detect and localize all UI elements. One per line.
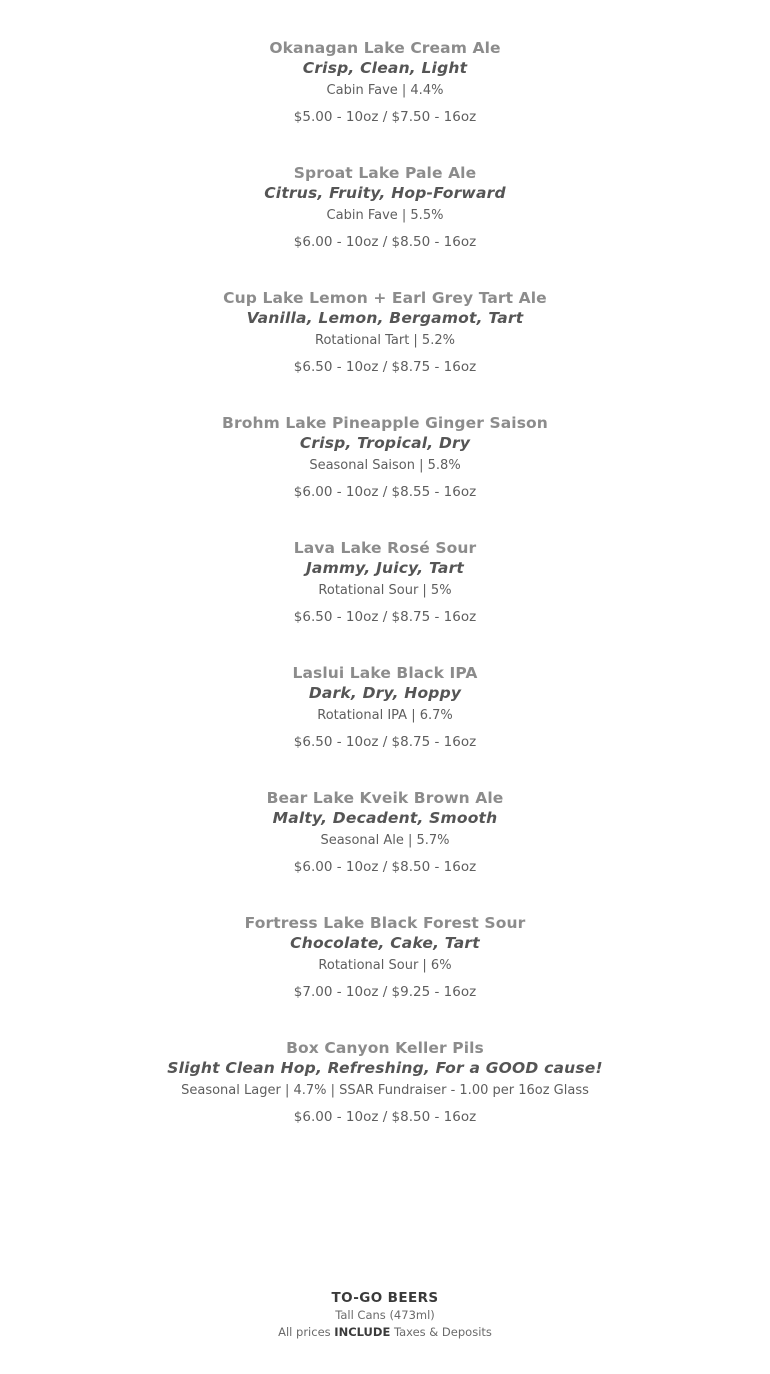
beer-style-abv: Seasonal Lager | 4.7% | SSAR Fundraiser - 1.00 per 16oz Glass <box>181 1083 589 1098</box>
beer-menu <box>0 38 770 1163</box>
prices-note-prefix: All prices <box>278 1325 331 1339</box>
beer-style-abv: Cabin Fave | 5.5% <box>326 208 444 223</box>
beer-style-abv: Rotational Sour | 5% <box>318 583 452 598</box>
beer-item <box>0 288 770 413</box>
beer-tasting-notes: Slight Clean Hop, Refreshing, For a GOOD cause! <box>167 1059 603 1077</box>
beer-price: $6.00 - 10oz / $8.55 - 16oz <box>293 484 477 500</box>
beer-name: Cup Lake Lemon + Earl Grey Tart Ale <box>223 289 547 307</box>
beer-price: $7.00 - 10oz / $9.25 - 16oz <box>293 984 477 1000</box>
beer-style-abv: Rotational IPA | 6.7% <box>317 708 453 723</box>
beer-tasting-notes: Chocolate, Cake, Tart <box>290 934 480 952</box>
beer-item <box>0 1038 770 1163</box>
prices-note-suffix: Taxes & Deposits <box>393 1325 492 1339</box>
to-go-subtitle: Tall Cans (473ml) <box>335 1308 435 1322</box>
beer-tasting-notes: Crisp, Clean, Light <box>302 59 468 77</box>
beer-item <box>0 538 770 663</box>
beer-name: Box Canyon Keller Pils <box>286 1039 484 1057</box>
beer-item <box>0 38 770 163</box>
beer-item <box>0 413 770 538</box>
beer-tasting-notes: Crisp, Tropical, Dry <box>299 434 471 452</box>
beer-tasting-notes: Citrus, Fruity, Hop-Forward <box>264 184 506 202</box>
beer-tasting-notes: Vanilla, Lemon, Bergamot, Tart <box>246 309 524 327</box>
beer-item <box>0 913 770 1038</box>
beer-price: $6.50 - 10oz / $8.75 - 16oz <box>293 609 477 625</box>
beer-name: Sproat Lake Pale Ale <box>293 164 477 182</box>
beer-name: Lava Lake Rosé Sour <box>293 539 477 557</box>
beer-item <box>0 663 770 788</box>
beer-tasting-notes: Jammy, Juicy, Tart <box>305 559 465 577</box>
beer-name: Okanagan Lake Cream Ale <box>269 39 501 57</box>
beer-name: Brohm Lake Pineapple Ginger Saison <box>222 414 548 432</box>
beer-item <box>0 163 770 288</box>
beer-price: $6.00 - 10oz / $8.50 - 16oz <box>293 1109 477 1125</box>
beer-price: $6.50 - 10oz / $8.75 - 16oz <box>293 359 477 375</box>
beer-style-abv: Rotational Tart | 5.2% <box>315 333 455 348</box>
prices-note <box>0 1324 770 1341</box>
beer-style-abv: Cabin Fave | 4.4% <box>326 83 444 98</box>
to-go-title: TO-GO BEERS <box>331 1290 439 1306</box>
beer-name: Fortress Lake Black Forest Sour <box>244 914 526 932</box>
beer-style-abv: Rotational Sour | 6% <box>318 958 452 973</box>
to-go-section <box>0 1289 770 1341</box>
beer-tasting-notes: Malty, Decadent, Smooth <box>272 809 498 827</box>
beer-style-abv: Seasonal Ale | 5.7% <box>320 833 450 848</box>
beer-price: $6.00 - 10oz / $8.50 - 16oz <box>293 859 477 875</box>
beer-style-abv: Seasonal Saison | 5.8% <box>309 458 461 473</box>
prices-note-emphasis: INCLUDE <box>334 1325 391 1339</box>
beer-price: $6.50 - 10oz / $8.75 - 16oz <box>293 734 477 750</box>
beer-item <box>0 788 770 913</box>
beer-price: $6.00 - 10oz / $8.50 - 16oz <box>293 234 477 250</box>
beer-price: $5.00 - 10oz / $7.50 - 16oz <box>293 109 477 125</box>
beer-name: Laslui Lake Black IPA <box>292 664 478 682</box>
beer-name: Bear Lake Kveik Brown Ale <box>266 789 504 807</box>
beer-tasting-notes: Dark, Dry, Hoppy <box>308 684 462 702</box>
